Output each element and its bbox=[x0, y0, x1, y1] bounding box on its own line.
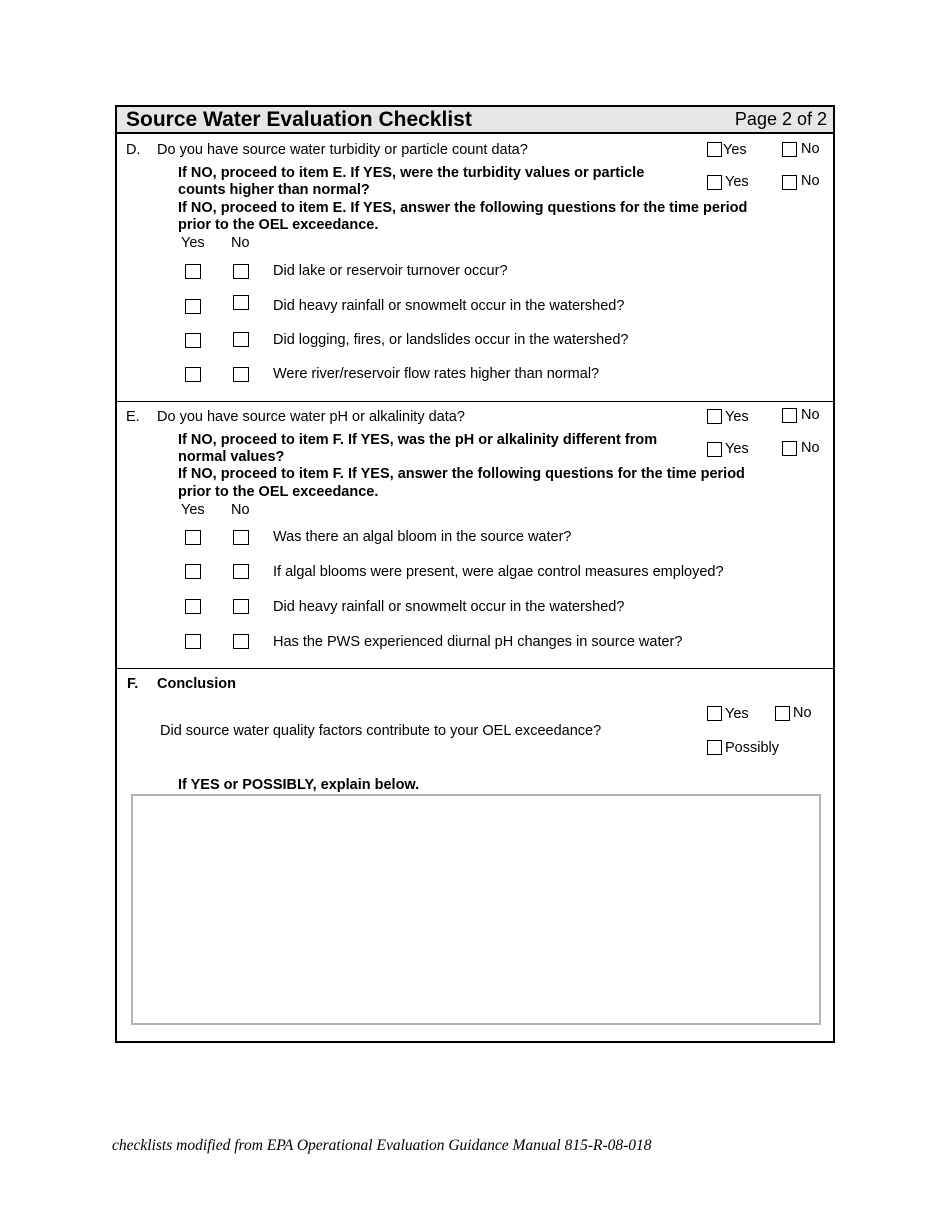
section-e-question: Do you have source water pH or alkalinity data? bbox=[157, 409, 465, 425]
section-e-followup-line1: If NO, proceed to item F. If YES, was the pH or alkalinity different from bbox=[178, 432, 658, 448]
section-e-yes-checkbox[interactable] bbox=[707, 409, 722, 424]
section-d-followup-line2: counts higher than normal? bbox=[178, 182, 370, 198]
page-indicator: Page 2 of 2 bbox=[734, 109, 827, 129]
section-e-item1-text: Was there an algal bloom in the source water? bbox=[273, 529, 572, 545]
section-divider-d-e bbox=[117, 401, 833, 402]
section-d-letter: D. bbox=[126, 142, 141, 158]
section-d-item3-no-checkbox[interactable] bbox=[233, 332, 249, 347]
section-d-followup-line1: If NO, proceed to item E. If YES, were the turbidity values or particle bbox=[178, 165, 645, 181]
section-d-item1-text: Did lake or reservoir turnover occur? bbox=[273, 263, 508, 279]
section-e-instruction-line1: If NO, proceed to item F. If YES, answer the following questions for the time period bbox=[178, 466, 745, 482]
section-d-item1-no-checkbox[interactable] bbox=[233, 264, 249, 279]
section-e-item3-no-checkbox[interactable] bbox=[233, 599, 249, 614]
section-d-followup-yes-checkbox[interactable] bbox=[707, 175, 722, 190]
section-d-no-checkbox[interactable] bbox=[782, 142, 797, 157]
explanation-textarea[interactable] bbox=[131, 794, 821, 1025]
section-f-title: Conclusion bbox=[157, 676, 236, 692]
section-f-no-checkbox[interactable] bbox=[775, 706, 790, 721]
section-e-no-column-header: No bbox=[231, 502, 250, 518]
section-e-item4-text: Has the PWS experienced diurnal pH changes in source water? bbox=[273, 634, 683, 650]
section-e-no-label: No bbox=[801, 407, 820, 423]
form-title: Source Water Evaluation Checklist bbox=[126, 108, 472, 131]
section-d-item1-yes-checkbox[interactable] bbox=[185, 264, 201, 279]
section-d-no-column-header: No bbox=[231, 235, 250, 251]
section-d-item4-no-checkbox[interactable] bbox=[233, 367, 249, 382]
section-f-explain-label: If YES or POSSIBLY, explain below. bbox=[178, 777, 420, 793]
section-f-question: Did source water quality factors contribute to your OEL exceedance? bbox=[160, 723, 602, 739]
section-e-item2-yes-checkbox[interactable] bbox=[185, 564, 201, 579]
section-d-instruction-line1: If NO, proceed to item E. If YES, answer the following questions for the time period bbox=[178, 200, 748, 216]
section-e-followup-no-checkbox[interactable] bbox=[782, 441, 797, 456]
section-e-followup-line2: normal values? bbox=[178, 449, 285, 465]
section-d-item2-text: Did heavy rainfall or snowmelt occur in the watershed? bbox=[273, 298, 625, 314]
section-f-yes-label: Yes bbox=[725, 706, 749, 722]
section-f-possibly-checkbox[interactable] bbox=[707, 740, 722, 755]
section-d-followup-no-label: No bbox=[801, 173, 820, 189]
section-e-item1-yes-checkbox[interactable] bbox=[185, 530, 201, 545]
section-f-possibly-label: Possibly bbox=[725, 740, 779, 756]
section-d-no-label: No bbox=[801, 141, 820, 157]
section-d-yes-label: Yes bbox=[723, 142, 747, 158]
section-f-letter: F. bbox=[127, 676, 139, 692]
section-e-no-checkbox[interactable] bbox=[782, 408, 797, 423]
section-e-item2-text: If algal blooms were present, were algae control measures employed? bbox=[273, 564, 724, 580]
section-d-yes-checkbox[interactable] bbox=[707, 142, 722, 157]
section-divider-e-f bbox=[117, 668, 833, 669]
section-d-item3-text: Did logging, fires, or landslides occur in the watershed? bbox=[273, 332, 629, 348]
section-e-item1-no-checkbox[interactable] bbox=[233, 530, 249, 545]
section-e-instruction-line2: prior to the OEL exceedance. bbox=[178, 484, 379, 500]
section-d-question: Do you have source water turbidity or particle count data? bbox=[157, 142, 528, 158]
section-d-followup-yes-label: Yes bbox=[725, 174, 749, 190]
section-d-followup-no-checkbox[interactable] bbox=[782, 175, 797, 190]
section-d-item4-yes-checkbox[interactable] bbox=[185, 367, 201, 382]
section-f-yes-checkbox[interactable] bbox=[707, 706, 722, 721]
section-e-followup-yes-checkbox[interactable] bbox=[707, 442, 722, 457]
section-e-item4-no-checkbox[interactable] bbox=[233, 634, 249, 649]
section-f-no-label: No bbox=[793, 705, 812, 721]
footer-note: checklists modified from EPA Operational Evaluation Guidance Manual 815-R-08-018 bbox=[112, 1137, 652, 1154]
section-e-followup-yes-label: Yes bbox=[725, 441, 749, 457]
section-d-item4-text: Were river/reservoir flow rates higher than normal? bbox=[273, 366, 600, 382]
section-e-item3-yes-checkbox[interactable] bbox=[185, 599, 201, 614]
section-e-item2-no-checkbox[interactable] bbox=[233, 564, 249, 579]
section-e-item4-yes-checkbox[interactable] bbox=[185, 634, 201, 649]
section-e-item3-text: Did heavy rainfall or snowmelt occur in the watershed? bbox=[273, 599, 625, 615]
section-e-yes-label: Yes bbox=[725, 409, 749, 425]
section-d-item2-yes-checkbox[interactable] bbox=[185, 299, 201, 314]
section-e-yes-column-header: Yes bbox=[181, 502, 205, 518]
checklist-form bbox=[115, 105, 835, 1043]
section-e-letter: E. bbox=[126, 409, 140, 425]
section-d-instruction-line2: prior to the OEL exceedance. bbox=[178, 217, 379, 233]
section-d-item3-yes-checkbox[interactable] bbox=[185, 333, 201, 348]
section-d-item2-no-checkbox[interactable] bbox=[233, 295, 249, 310]
section-d-yes-column-header: Yes bbox=[181, 235, 205, 251]
section-e-followup-no-label: No bbox=[801, 440, 820, 456]
form-header bbox=[117, 107, 833, 134]
